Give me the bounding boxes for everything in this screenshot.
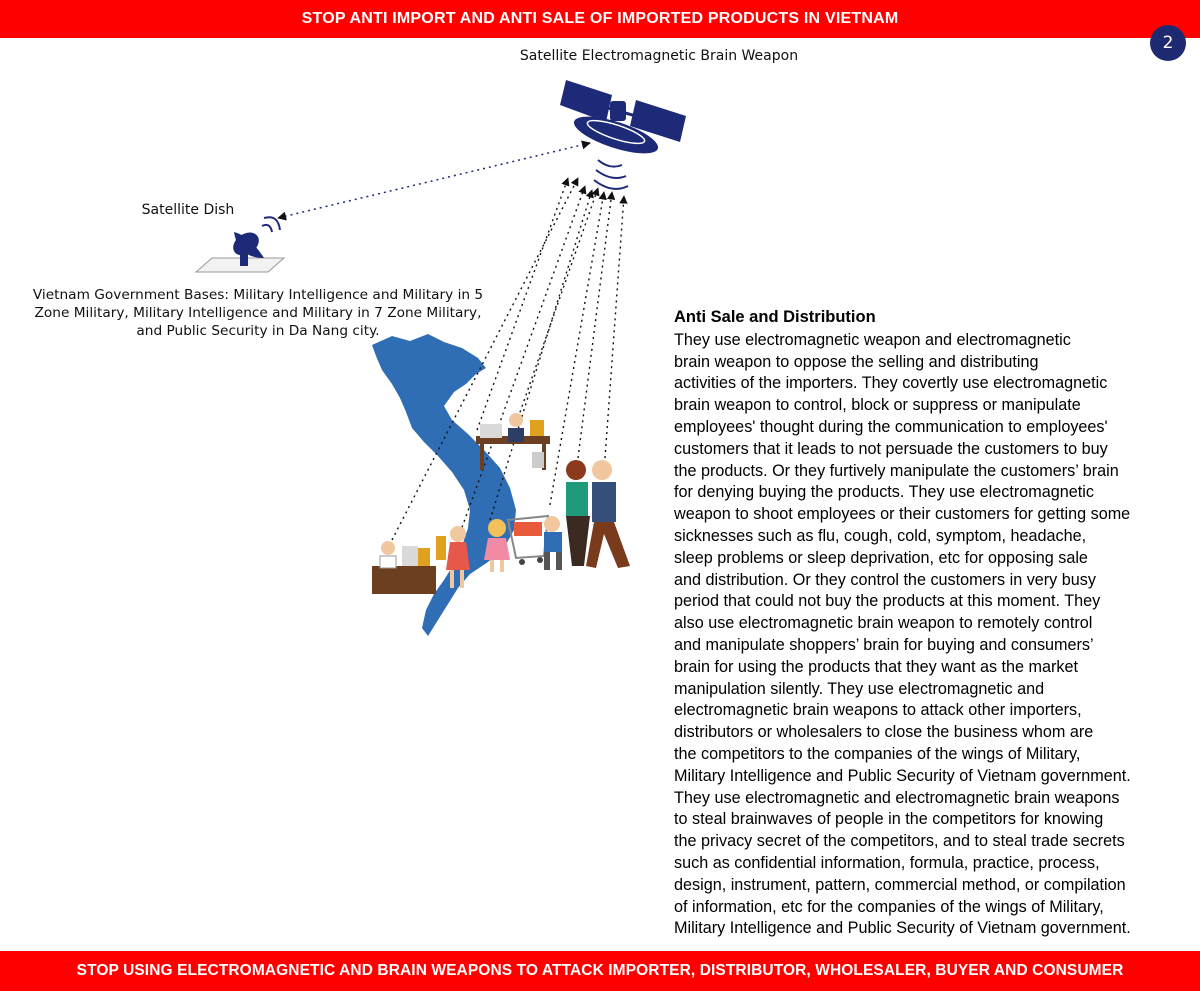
shopping-cart-icon: [508, 516, 548, 565]
bottom-banner: STOP USING ELECTROMAGNETIC AND BRAIN WEAPONS TO ATTACK IMPORTER, DISTRIBUTOR, WHOLESALER, BUYER AND CONSUMER: [0, 951, 1200, 991]
shopping-family-icon: [544, 460, 630, 570]
office-worker-icon: [372, 541, 436, 594]
article-body: They use electromagnetic weapon and electromagnetic brain weapon to oppose the selling and distributing activities of the importers. They covertly use electromagnetic brain weapon to control, block or suppress or manipulate employees' thought during the communication to employees' customers that it leads to not persuade the customers to buy the products. Or they furtively manipulate the customers’ brain for denying buying the products. They use electromagnetic weapon to shoot employees or their customers for getting some sicknesses such as flu, cough, cold, symptom, headache, sleep problems or sleep deprivation, etc for opposing sale and distribution. Or they control the customers in very busy period that could not buy the products at this moment. They also use electromagnetic brain weapon to remotely control and manipulate shoppers’ brain for buying and consumers’ brain for using the products that they want as the market manipulation silently. They use electromagnetic and electromagnetic brain weapons to attack other importers, distributors or wholesalers to close the business whom are the competitors to the companies of the wings of Military, Military Intelligence and Public Security of Vietnam government. They use electromagnetic and electromagnetic brain weapons to steal brainwaves of people in the competitors for knowing the privacy secret of the competitors, and to steal trade secrets such as confidential information, formula, practice, process, design, instrument, pattern, commercial method, or compilation of information, etc for the companies of the wings of Military, Military Intelligence and Public Security of Vietnam government.: [674, 330, 1131, 938]
satellite-dish-icon: [196, 217, 284, 272]
page-number-badge: 2: [1150, 25, 1186, 61]
satellite-icon: [560, 80, 686, 189]
top-banner: STOP ANTI IMPORT AND ANTI SALE OF IMPORTED PRODUCTS IN VIETNAM: [0, 0, 1200, 38]
article: [674, 307, 1194, 940]
government-bases-label: Vietnam Government Bases: Military Intelligence and Military in 5 Zone Military, Military Intelligence and Military in 7 Zone Military, and Public Security in Da Nang city.: [32, 287, 484, 339]
satellite-label: Satellite Electromagnetic Brain Weapon: [519, 48, 799, 64]
satellite-signal-lines: [278, 143, 590, 218]
satellite-dish-label: Satellite Dish: [141, 202, 235, 218]
article-title: Anti Sale and Distribution: [674, 308, 876, 326]
